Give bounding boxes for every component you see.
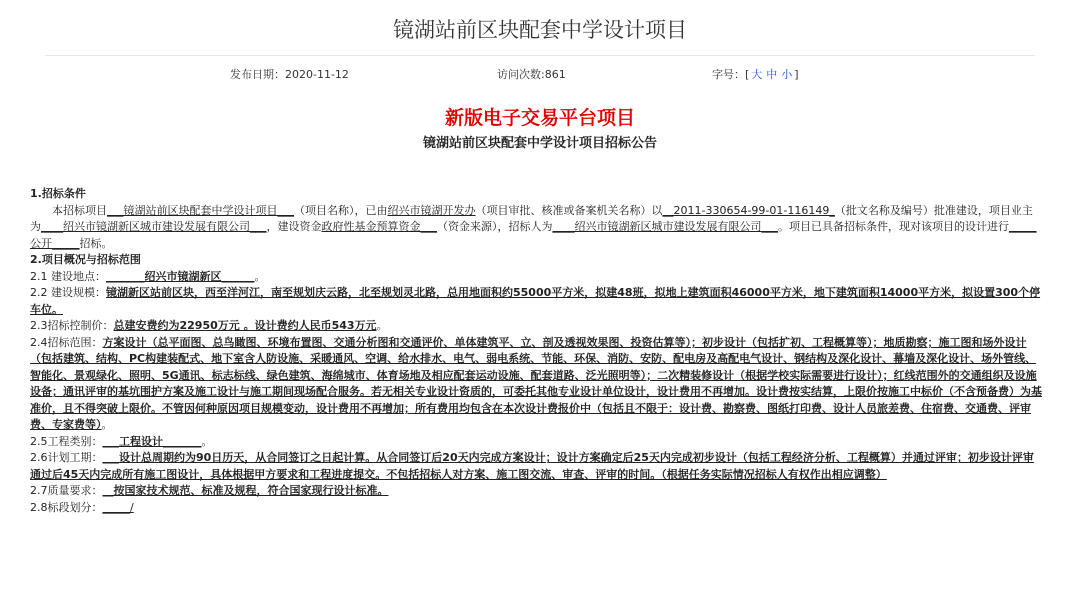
font-size-label: 字号：[: [712, 68, 750, 81]
item-2-2: [30, 285, 1042, 318]
item-2-7: [30, 483, 1042, 500]
font-size-close: ]: [794, 68, 799, 81]
location-label: 2.1 建设地点：: [30, 269, 106, 283]
item-2-5: [30, 434, 1042, 451]
page-title: 镜湖站前区块配套中学设计项目: [393, 18, 687, 42]
quality-label: 2.7质量要求：: [30, 484, 103, 497]
meta-bar: [0, 66, 1080, 86]
price-end: 。: [376, 319, 388, 332]
notice-body: [30, 186, 1042, 516]
price-label: 2.3招标控制价：: [30, 319, 114, 332]
tenderer: ____绍兴市镜湖新区城市建设发展有限公司___: [552, 220, 778, 233]
scope-label: 2.4招标范围：: [30, 335, 103, 349]
font-size-switcher: [712, 66, 799, 82]
scale-value: 镜湖新区站前区块，西至洋河江，南至规划庆云路，北至规划灵北路，总用地面积约55000平方米，拟建48班，拟地上建筑面积46000平方米，地下建筑面积14000平方米，拟设置300个停车位。: [30, 286, 1041, 316]
section-1-heading: 1.招标条件: [30, 187, 86, 200]
type-value: ___工程设计_______: [102, 434, 202, 448]
notice-headline: 新版电子交易平台项目: [444, 107, 635, 129]
item-2-6: [30, 450, 1042, 483]
s1-text-5: ，建设资金: [266, 220, 322, 233]
location-value: _______绍兴市镜湖新区______: [106, 269, 255, 283]
notice-subheading: 镜湖站前区块配套中学设计项目招标公告: [422, 136, 657, 151]
title-divider: [45, 55, 1035, 56]
item-2-4: [30, 335, 1042, 434]
sections-value: _____/: [102, 500, 134, 514]
section-1-paragraph: [30, 203, 1042, 253]
project-owner: ____绍兴市镜湖新区城市建设发展有限公司___: [41, 220, 267, 233]
type-end: 。: [201, 434, 213, 448]
item-2-8: [30, 500, 1042, 517]
type-label: 2.5工程类别：: [30, 434, 103, 448]
scale-label: 2.2 建设规模：: [30, 286, 106, 299]
publish-date: 发布日期：2020-11-12: [230, 68, 349, 81]
item-2-1: [30, 269, 1042, 286]
approval-org: 绍兴市镜湖开发办: [387, 203, 476, 217]
project-name: ___镜湖站前区块配套中学设计项目___: [107, 203, 294, 217]
s1-text-3: （项目审批、核准或备案机关名称）以: [475, 203, 663, 217]
s1-text-6: （资金来源），招标人为: [437, 220, 553, 233]
price-value: 总建安费约为22950万元 。设计费约人民币543万元: [113, 319, 377, 332]
s1-text-1: 本招标项目: [52, 203, 107, 217]
approval-number: __2011-330654-99-01-116149_: [662, 203, 835, 217]
location-end: 。: [254, 269, 266, 283]
item-2-3: [30, 318, 1042, 335]
quality-value: __按国家技术规范、标准及规程，符合国家现行设计标准。: [102, 484, 389, 497]
view-count: 访问次数:861: [497, 68, 566, 81]
font-size-medium-link[interactable]: 中: [766, 68, 778, 81]
sections-label: 2.8标段划分：: [30, 500, 103, 514]
font-size-large-link[interactable]: 大: [751, 68, 763, 81]
s1-text-4: （批文名称及编号）批准建设，项目业主为: [30, 203, 1033, 233]
s1-text-2: （项目名称），已由: [294, 203, 388, 217]
scope-end: 。: [101, 418, 113, 431]
s1-text-7: 。项目已具备招标条件，现对该项目的设计进行: [778, 220, 1009, 233]
fund-source: 政府性基金预算资金___: [321, 220, 437, 233]
s1-text-8: 招标。: [79, 236, 113, 250]
font-size-small-link[interactable]: 小: [781, 68, 793, 81]
period-value: ___设计总周期约为90日历天，从合同签订之日起计算。从合同签订后20天内完成方案设计；设计方案确定后25天内完成初步设计（包括工程经济分析、工程概算）并通过评审；初步设计评审通过后45天内完成所有施工图设计，具体根据甲方要求和工程进度提交。不包括招标人对方案、施工图交流、审查、评审的时间。（根据任务实际情况招标人有权作出相应调整）: [30, 451, 1034, 481]
period-label: 2.6计划工期：: [30, 451, 103, 464]
tender-method: _____公开_____: [30, 220, 1037, 250]
section-2-heading: 2.项目概况与招标范围: [30, 253, 141, 266]
scope-value: 方案设计（总平面图、总鸟瞰图、环境布置图、交通分析图和交通评价、单体建筑平、立、剖及透视效果图、投资估算等）；初步设计（包括扩初、工程概算等）；地质勘察；施工图和场外设计（包括建筑、结构、PC构建装配式、地下室含人防设施、采暖通风、空调、给水排水、电气、弱电系统、节能、环保、消防、安防、配电房及高配电气设计、钢结构及深化设计、幕墙及深化设计、场外管线、智能化、景观绿化、照明、5G通讯、标志标线、绿色建筑、海绵城市、体育场地及相应配套运动设施、配套道路、泛光照明等）；二次精装修设计（根据学校实际需要进行设计）；红线范围外的交通组织及设施设备；通讯评审的基坑围护方案及施工设计与施工期间现场配合服务。若无相关专业设计资质的，可委托其他专业设计单位设计，设计费用不再增加。设计费按实结算，上限价按施工中标价（不含预备费）为基准价，且不得突破上限价。不管因何种原因项目规模变动，设计费用不再增加；所有费用均包含在本次设计费报价中（包括且不限于：设计费、勘察费、图纸打印费、设计人员旅差费、住宿费、交通费、评审费、专家费等）: [30, 335, 1042, 431]
